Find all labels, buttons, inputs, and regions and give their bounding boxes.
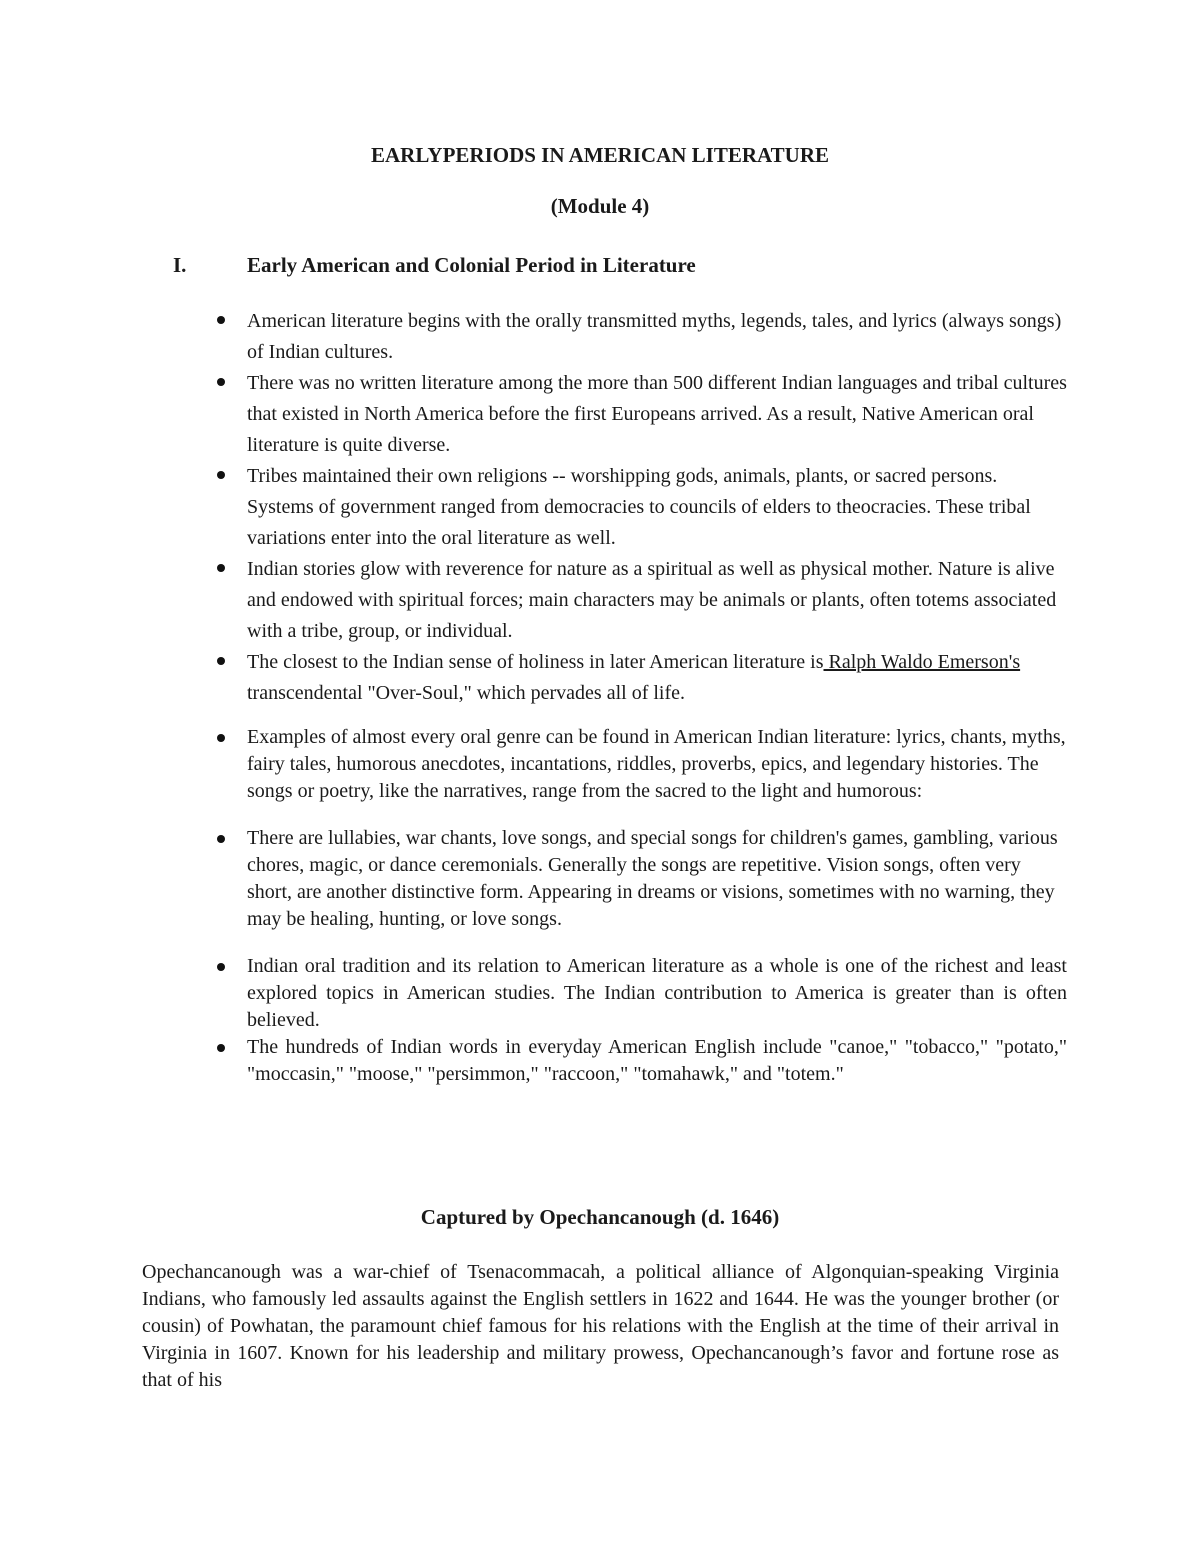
bullet-item: American literature begins with the orally transmitted myths, legends, tales, and lyrics (always songs) of Indian cultures. — [247, 306, 1067, 368]
bullet-text: transcendental "Over-Soul," which pervades all of life. — [247, 682, 685, 704]
section-number: I. — [173, 253, 187, 277]
section-heading: Captured by Opechancanough (d. 1646) — [420, 1205, 780, 1229]
bullet-item: Indian stories glow with reverence for nature as a spiritual as well as physical mother. Nature is alive and endowed with spiritual forces; main characters may be animals or plants, often totems associated with a tribe, group, or individual. — [247, 554, 1067, 647]
bullet-item: Indian oral tradition and its relation to American literature as a whole is one of the richest and least explored topics in American studies. The Indian contribution to America is greater than is often believed. — [247, 953, 1067, 1034]
bullet-list — [247, 306, 1067, 1088]
bullet-item: Tribes maintained their own religions -- worshipping gods, animals, plants, or sacred persons. Systems of government ranged from democracies to councils of elders to theocracies. These tribal variations enter into the oral literature as well. — [247, 461, 1067, 554]
bullet-item: The hundreds of Indian words in everyday American English include "canoe," "tobacco," "potato," "moccasin," "moose," "persimmon," "raccoon," "tomahawk," and "totem." — [247, 1034, 1067, 1088]
body-paragraph: Opechancanough was a war-chief of Tsenacommacah, a political alliance of Algonquian-speaking Virginia Indians, who famously led assaults against the English settlers in 1622 and 1644. He was the younger brother (or cousin) of Powhatan, the paramount chief famous for his relations with the English at the time of their arrival in Virginia in 1607. Known for his leadership and military prowess, Opechancanough’s favor and fortune rose as that of his — [142, 1261, 1059, 1391]
section-title: Early American and Colonial Period in Literature — [247, 253, 696, 277]
bullet-item — [247, 647, 1067, 709]
document-subtitle: (Module 4) — [550, 194, 650, 218]
bullet-item: There was no written literature among the more than 500 different Indian languages and tribal cultures that existed in North America before the first Europeans arrived. As a result, Native American oral literature is quite diverse. — [247, 368, 1067, 461]
bullet-text: The closest to the Indian sense of holiness in later American literature is — [247, 651, 824, 673]
bullet-item: Examples of almost every oral genre can be found in American Indian literature: lyrics, chants, myths, fairy tales, humorous anecdotes, incantations, riddles, proverbs, epics, and legendary histories. The songs or poetry, like the narratives, range from the sacred to the light and humorous: — [247, 724, 1067, 805]
document-title: EARLYPERIODS IN AMERICAN LITERATURE — [370, 143, 829, 167]
bullet-item: There are lullabies, war chants, love songs, and special songs for children's games, gambling, various chores, magic, or dance ceremonials. Generally the songs are repetitive. Vision songs, often very short, are another distinctive form. Appearing in dreams or visions, sometimes with no warning, they may be healing, hunting, or love songs. — [247, 825, 1067, 933]
emerson-link[interactable]: Ralph Waldo Emerson's — [823, 651, 1021, 673]
